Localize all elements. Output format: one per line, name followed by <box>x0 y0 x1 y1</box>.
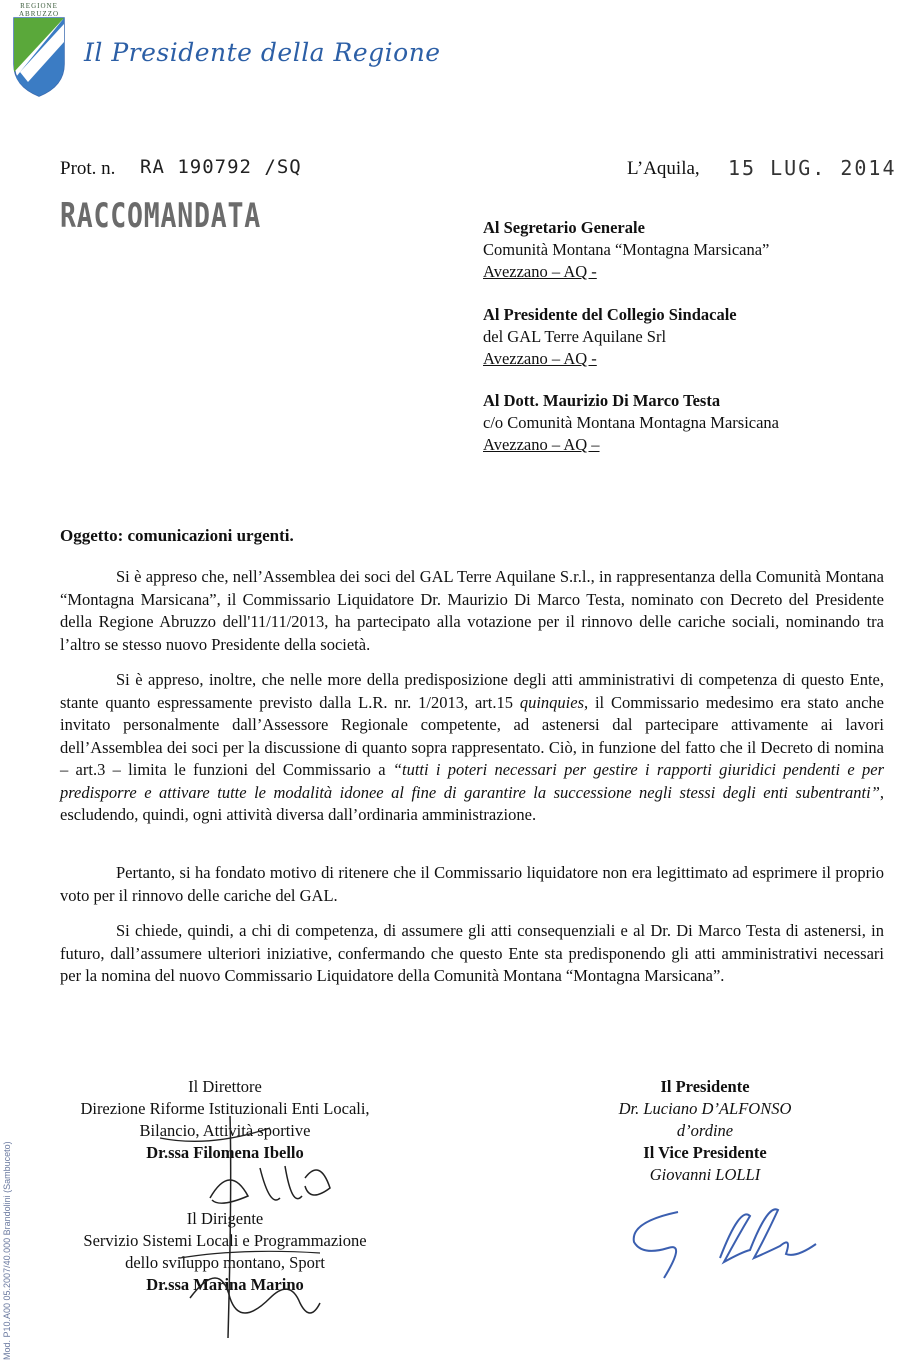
addressee-city: Avezzano – AQ – <box>483 435 600 454</box>
vice-president-role: Il Vice Presidente <box>643 1143 767 1162</box>
decree-quote: “tutti i poteri necessari per gestire i rapporti giuridici pendenti e per predisporre e attivare tutte le modalità idonee al fine di garantire la successione negli stessi degli enti subentranti” <box>60 760 884 802</box>
addressee-org: Comunità Montana “Montagna Marsicana” <box>483 240 770 259</box>
registered-mail-stamp: RACCOMANDATA <box>60 196 261 236</box>
addressee-org: c/o Comunità Montana Montagna Marsicana <box>483 413 780 432</box>
addressee-block <box>483 390 903 456</box>
addressee-block <box>483 304 903 370</box>
addressee-city: Avezzano – AQ - <box>483 262 597 281</box>
protocol-label: Prot. n. <box>60 158 116 179</box>
signature-block-right <box>590 1076 820 1186</box>
date-stamp: 15 LUG. 2014 <box>728 156 897 180</box>
body-paragraph-3: Pertanto, si ha fondato motivo di ritenere che il Commissario liquidatore non era legittimato ad esprimere il proprio voto per il rinnovo delle cariche del GAL. <box>60 863 884 905</box>
president-role: Il Presidente <box>660 1077 750 1096</box>
handwritten-signature-right <box>620 1196 840 1296</box>
manager-role: Il Dirigente <box>186 1209 264 1228</box>
handwritten-signature-left <box>120 1108 340 1348</box>
logo-lettering: REGIONE ABRUZZO <box>18 2 60 18</box>
addressee-title: Al Dott. Maurizio Di Marco Testa <box>483 391 721 410</box>
addressee-title: Al Segretario Generale <box>483 218 645 237</box>
place-label: L’Aquila, <box>627 158 700 179</box>
president-name: Dr. Luciano D’ALFONSO <box>618 1099 792 1118</box>
letterhead-title: Il Presidente della Regione <box>84 38 441 67</box>
emphasis-quinquies: quinquies <box>519 692 584 712</box>
body-paragraph-2: Si è appreso, inoltre, che nelle more della predisposizione degli atti amministrativi di competenza di questo Ente, stante quanto espressamente previsto dalla L.R. nr. 1/2013, art.15 quinquies, il Commissario medesimo era stato anche invitato personalmente dall’Assessore Regionale competente, ad astenersi dal partecipare attivamente ai lavori dell’Assemblea dei soci per la discussione di quanto sopra rappresentato. Ciò, in funzione del fatto che il Decreto di nomina – art.3 – limita le funzioni del Commissario a “tutti i poteri necessari per gestire i rapporti giuridici pendenti e per predisporre e attivare tutte le modalità idonee al fine di garantire la successione negli stessi degli enti subentranti”, escludendo, quindi, ogni attività diversa dall’ordinaria amministrazione. <box>60 670 884 824</box>
body-paragraph-1: Si è appreso che, nell’Assemblea dei soci del GAL Terre Aquilane S.r.l., in rappresentanza della Comunità Montana “Montagna Marsicana”, il Commissario Liquidatore Dr. Maurizio Di Marco Testa, nominato con Decreto del Presidente della Regione Abruzzo dell'11/11/2013, ha partecipato alla votazione per il rinnovo delle cariche sociali, nominando tra l’altro se stesso nuovo Presidente della società. <box>60 567 884 654</box>
addressee-block <box>483 217 903 283</box>
body-paragraph-4: Si chiede, quindi, a chi di competenza, di assumere gli atti consequenziali e al Dr. Di Marco Testa di astenersi, in futuro, dall’assumere ulteriori iniziative, confermando che questo Ente sta predisponendo gli atti amministrativi necessari per la nomina del nuovo Commissario Liquidatore della Comunità Montana “Montagna Marsicana”. <box>60 921 884 985</box>
protocol-number: RA 190792 /SQ <box>140 156 302 178</box>
addressee-org: del GAL Terre Aquilane Srl <box>483 327 667 346</box>
manager-office-line-1: Servizio Sistemi Locali e Programmazione <box>83 1231 367 1250</box>
addressee-title: Al Presidente del Collegio Sindacale <box>483 305 737 324</box>
director-name: Dr.ssa Filomena Ibello <box>146 1143 304 1162</box>
subject-line: Oggetto: comunicazioni urgenti. <box>60 526 294 545</box>
director-role: Il Direttore <box>188 1077 262 1096</box>
addressee-city: Avezzano – AQ - <box>483 349 597 368</box>
director-office-line-1: Direzione Riforme Istituzionali Enti Locali, <box>80 1099 370 1118</box>
manager-name: Dr.ssa Marina Marino <box>146 1275 304 1294</box>
form-code-note: Mod. P10.A00 05.2007/40.000 Brandolini (Sambuceto) <box>2 1141 12 1360</box>
manager-office-line-2: dello sviluppo montano, Sport <box>125 1253 325 1272</box>
by-order-label: d’ordine <box>676 1121 734 1140</box>
vice-president-name: Giovanni LOLLI <box>649 1165 761 1184</box>
director-office-line-2: Bilancio, Attività sportive <box>139 1121 311 1140</box>
